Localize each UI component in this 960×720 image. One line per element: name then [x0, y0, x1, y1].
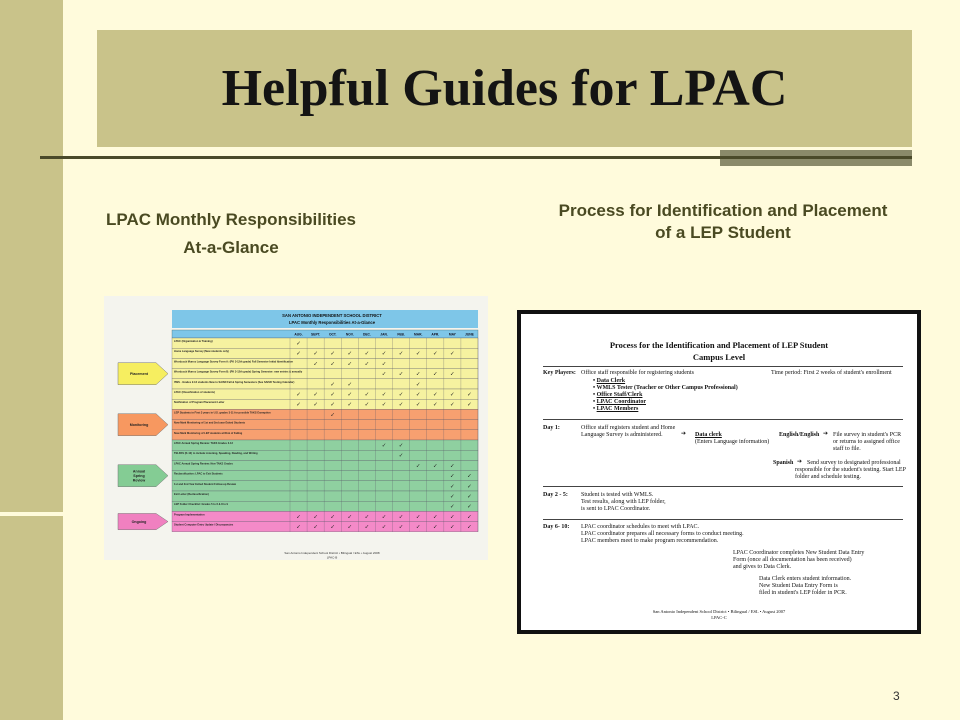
grid-row-label: TELPAS (K-12) to include Listening, Speaking, Reading, and Writing — [174, 452, 258, 456]
check-mark-icon: ✓ — [467, 514, 472, 521]
check-mark-icon: ✓ — [467, 504, 472, 511]
check-mark-icon: ✓ — [415, 463, 421, 470]
player-item: • LPAC Coordinator — [593, 399, 646, 405]
check-mark-icon: ✓ — [330, 392, 336, 398]
check-mark-icon: ✓ — [347, 514, 353, 521]
grid-row-label: Reclassification: LPAC to Exit Students — [174, 472, 223, 476]
check-mark-icon: ✓ — [347, 381, 353, 388]
check-mark-icon: ✓ — [381, 371, 387, 378]
check-mark-icon: ✓ — [415, 371, 421, 378]
player-item: • Office Staff/Clerk — [593, 392, 643, 398]
doc-footer: San Antonio Independent School District • Bilingual / ESL • August 2007 — [652, 609, 786, 614]
monthly-responsibilities-grid — [104, 296, 488, 560]
time-period: Time period: First 2 weeks of student's enrollment — [771, 370, 892, 376]
grid-row-label: 1st and 2nd Year Exited Student Follow-up Review — [174, 482, 237, 486]
check-mark-icon: ✓ — [364, 524, 370, 531]
day1-clerk: Data clerk — [695, 432, 722, 438]
check-mark-icon: ✓ — [381, 514, 387, 521]
check-mark-icon: ✓ — [450, 371, 455, 378]
coord-text: and gives to Data Clerk. — [733, 564, 792, 570]
check-mark-icon: ✓ — [415, 524, 421, 531]
left-caption-line2: At-a-Glance — [183, 238, 279, 257]
check-mark-icon: ✓ — [330, 361, 336, 368]
grid-header-line1: SAN ANTONIO INDEPENDENT SCHOOL DISTRICT — [282, 313, 382, 318]
doc-title-line2: Campus Level — [692, 352, 746, 362]
check-mark-icon: ✓ — [415, 402, 421, 409]
check-mark-icon: ✓ — [467, 494, 472, 500]
check-mark-icon: ✓ — [313, 524, 318, 531]
grid-row-label: ITBS - Grades 2-12 students New to SAISD Fall & Spring Semesters (See SAISD Testing Calendar) — [174, 380, 295, 384]
spanish-label: Spanish — [773, 460, 794, 466]
group-arrow-label: Monitoring — [129, 422, 149, 427]
grid-footer: San Antonio Independent School District • Bilingual / ESL • August 2008 — [284, 551, 380, 555]
grid-month-label: SEPT. — [311, 332, 321, 337]
grid-row-label: Home Language Survey (New students only) — [174, 350, 229, 354]
grid-month-label: OCT. — [328, 332, 337, 337]
player-item: • WMLS Tester (Teacher or Other Campus Professional) — [593, 385, 738, 391]
check-mark-icon: ✓ — [381, 402, 387, 409]
check-mark-icon: ✓ — [364, 361, 370, 368]
check-mark-icon: ✓ — [432, 402, 438, 409]
doc-divider — [543, 486, 903, 487]
check-mark-icon: ✓ — [415, 381, 421, 388]
check-mark-icon: ✓ — [398, 351, 404, 358]
check-mark-icon: ✓ — [450, 351, 455, 358]
grid-row-label: Now Mark Monitoring of LEP students at Risk of Failing — [174, 431, 243, 435]
english-label: English/English — [779, 432, 820, 438]
doc-divider — [543, 419, 903, 420]
check-mark-icon: ✓ — [398, 514, 404, 521]
grid-row — [172, 338, 478, 348]
grid-month-label: AUG. — [294, 332, 303, 337]
check-mark-icon: ✓ — [330, 402, 336, 409]
check-mark-icon: ✓ — [313, 392, 318, 398]
check-mark-icon: ✓ — [450, 483, 455, 490]
grid-month-label: MAR. — [413, 332, 423, 337]
doc-footer-code: LPAC-C — [711, 615, 727, 620]
check-mark-icon: ✓ — [313, 351, 318, 358]
grid-month-label: NOV. — [345, 332, 354, 337]
grid-month-label: APR. — [431, 332, 440, 337]
check-mark-icon: ✓ — [330, 524, 336, 531]
check-mark-icon: ✓ — [415, 351, 421, 358]
grid-row-label: Program Implementation — [174, 513, 205, 517]
check-mark-icon: ✓ — [381, 361, 387, 368]
day1-clerk-note: (Enters Language information) — [695, 439, 770, 445]
check-mark-icon: ✓ — [432, 463, 438, 470]
grid-row-label: Woodcock Munoz Language Survey Form A: (PK 3-12th grade) Fall Semester Initial Identification — [174, 360, 294, 364]
check-mark-icon: ✓ — [296, 341, 301, 347]
check-mark-icon: ✓ — [347, 361, 353, 368]
check-mark-icon: ✓ — [330, 381, 336, 388]
left-caption-line1: LPAC Monthly Responsibilities — [106, 210, 356, 229]
check-mark-icon: ✓ — [296, 524, 301, 531]
check-mark-icon: ✓ — [364, 402, 370, 409]
check-mark-icon: ✓ — [450, 402, 455, 409]
check-mark-icon: ✓ — [450, 463, 455, 470]
check-mark-icon: ✓ — [296, 392, 301, 398]
grid-month-label: JAN. — [380, 332, 388, 337]
grid-footer-code: LPAC-B — [326, 555, 338, 560]
check-mark-icon: ✓ — [347, 402, 353, 409]
grid-row-label: LPAC Annual Spring Review: Non-TAKS Grades — [174, 462, 233, 466]
check-mark-icon: ✓ — [450, 504, 455, 511]
key-players-intro: Office staff responsible for registering students — [581, 370, 694, 376]
day25-label: Day 2 - 5: — [543, 492, 568, 498]
grid-row-label: LPAC (Classification of students) — [174, 391, 215, 394]
check-mark-icon: ✓ — [398, 392, 404, 398]
day25-text: is sent to LPAC Coordinator. — [581, 506, 651, 512]
arrow-icon: ➔ — [823, 431, 829, 437]
grid-row-label: Now Mark Monitoring of 1st and 2nd year Exited Students — [174, 421, 246, 425]
grid-row-label: Student Computer Entry Update / Discrepancies — [174, 523, 234, 527]
check-mark-icon: ✓ — [450, 392, 455, 398]
day610-text: LPAC members meet to make program recommendation. — [581, 538, 719, 544]
clerk-text: New Student Data Entry Form is — [759, 583, 838, 589]
clerk-text: filed in student's LEP folder in PCR. — [759, 590, 847, 596]
page-number: 3 — [893, 689, 900, 703]
check-mark-icon: ✓ — [467, 524, 472, 531]
spanish-text: folder and schedule testing. — [795, 474, 861, 480]
coord-text: LPAC Coordinator completes New Student Data Entry — [733, 550, 865, 556]
grid-header-line2: LPAC Monthly Responsibilities At-a-Glance — [288, 320, 376, 325]
day1-label: Day 1: — [543, 425, 560, 431]
right-caption-line1: Process for Identification and Placement — [558, 201, 888, 220]
left-accent-bar-gap — [0, 512, 63, 516]
check-mark-icon: ✓ — [347, 524, 353, 531]
title-divider-accent-line — [720, 156, 912, 159]
check-mark-icon: ✓ — [467, 473, 472, 480]
check-mark-icon: ✓ — [364, 514, 370, 521]
slide-title: Helpful Guides for LPAC — [221, 60, 788, 117]
grid-row-label: Exit Letter (Reclassification) — [174, 493, 209, 496]
player-item: • LPAC Members — [593, 406, 639, 412]
check-mark-icon: ✓ — [398, 453, 404, 460]
check-mark-icon: ✓ — [296, 402, 301, 409]
check-mark-icon: ✓ — [432, 371, 438, 378]
grid-row — [172, 491, 478, 501]
check-mark-icon: ✓ — [330, 351, 336, 358]
monthly-responsibilities-image — [104, 296, 488, 560]
check-mark-icon: ✓ — [432, 351, 438, 358]
check-mark-icon: ✓ — [313, 514, 318, 521]
process-document — [521, 314, 917, 630]
check-mark-icon: ✓ — [398, 524, 404, 531]
group-arrow-label: Annual — [132, 469, 146, 474]
identification-process-image — [517, 310, 921, 634]
clerk-text: Data Clerk enters student information. — [759, 576, 852, 582]
day610-label: Day 6- 10: — [543, 524, 570, 530]
key-players-label: Key Players: — [543, 370, 576, 376]
day610-text: LPAC coordinator schedules to meet with LPAC. — [581, 524, 700, 530]
grid-month-label: MAY — [448, 332, 456, 337]
check-mark-icon: ✓ — [347, 392, 353, 398]
day25-text: Test results, along with LEP folder, — [581, 499, 666, 505]
check-mark-icon: ✓ — [450, 494, 455, 500]
check-mark-icon: ✓ — [415, 514, 421, 521]
group-arrow-label: Ongoing — [131, 519, 147, 524]
check-mark-icon: ✓ — [467, 402, 472, 409]
right-caption — [520, 200, 926, 244]
left-caption — [80, 206, 382, 262]
doc-title-line1: Process for the Identification and Placement of LEP Student — [609, 340, 829, 350]
day1-text: Language Survey is administered. — [581, 432, 663, 438]
check-mark-icon: ✓ — [415, 392, 421, 398]
check-mark-icon: ✓ — [296, 514, 301, 521]
doc-divider — [543, 366, 903, 367]
grid-row-label: LEP Students in First 3 years in U.S. grades 3-11 for possible TAKS Exemption — [174, 411, 271, 415]
day610-text: LPAC coordinator prepares all necessary forms to conduct meeting. — [581, 531, 744, 537]
day1-text: Office staff registers student and Home — [581, 425, 676, 431]
check-mark-icon: ✓ — [381, 524, 387, 531]
arrow-icon: ➔ — [797, 459, 803, 465]
coord-text: Form (once all documentation has been received) — [733, 557, 852, 563]
left-accent-bar — [0, 0, 63, 720]
check-mark-icon: ✓ — [330, 412, 336, 419]
english-text: File survey in student's PCR — [833, 432, 902, 438]
check-mark-icon: ✓ — [313, 402, 318, 409]
check-mark-icon: ✓ — [432, 514, 438, 521]
check-mark-icon: ✓ — [398, 402, 404, 409]
check-mark-icon: ✓ — [364, 351, 370, 358]
group-arrow-label: Spring — [133, 473, 145, 478]
group-arrow-label: Review — [132, 478, 146, 483]
arrow-icon: ➔ — [681, 431, 687, 437]
grid-row-label: Woodcock Munoz Language Survey Form B: (PK 3-12th grade) Spring Semester: new entries & annually — [174, 370, 303, 374]
check-mark-icon: ✓ — [398, 371, 404, 378]
english-text: or returns to assigned office — [833, 439, 900, 445]
player-item: • Data Clerk — [593, 378, 626, 384]
check-mark-icon: ✓ — [467, 392, 472, 398]
spanish-text: Send survey to designated professional — [807, 460, 901, 466]
grid-month-label: FEB. — [397, 332, 405, 337]
check-mark-icon: ✓ — [381, 351, 387, 358]
spanish-text: responsible for the student's testing. Start LEP — [795, 467, 906, 473]
check-mark-icon: ✓ — [432, 524, 438, 531]
group-arrow-label: Placement — [130, 371, 148, 376]
check-mark-icon: ✓ — [313, 361, 318, 368]
check-mark-icon: ✓ — [450, 524, 455, 531]
grid-row-label: Notification of Program Placement Letter — [174, 401, 225, 405]
check-mark-icon: ✓ — [364, 392, 370, 398]
grid-month-label: JUNE — [465, 332, 474, 337]
check-mark-icon: ✓ — [296, 351, 301, 358]
grid-month-label: DEC. — [362, 332, 371, 337]
right-caption-line2: of a LEP Student — [655, 223, 791, 242]
grid-row-label: LPAC Annual Spring Review: TAKS Grades 3-12 — [174, 442, 233, 445]
check-mark-icon: ✓ — [381, 392, 387, 398]
check-mark-icon: ✓ — [467, 483, 472, 490]
check-mark-icon: ✓ — [381, 443, 387, 449]
check-mark-icon: ✓ — [330, 514, 336, 521]
english-text: staff to file. — [833, 446, 861, 452]
check-mark-icon: ✓ — [450, 514, 455, 521]
check-mark-icon: ✓ — [432, 392, 438, 398]
check-mark-icon: ✓ — [398, 443, 404, 449]
check-mark-icon: ✓ — [450, 473, 455, 480]
grid-row-label: LPAC (Organization & Training) — [174, 340, 213, 343]
grid-row-label: LEP Folder Checklist: Grades 5 to 6 & 8 to 9 — [174, 503, 229, 507]
doc-divider — [543, 519, 903, 520]
day25-text: Student is tested with WMLS. — [581, 492, 654, 498]
check-mark-icon: ✓ — [347, 351, 353, 358]
title-banner — [97, 30, 912, 147]
